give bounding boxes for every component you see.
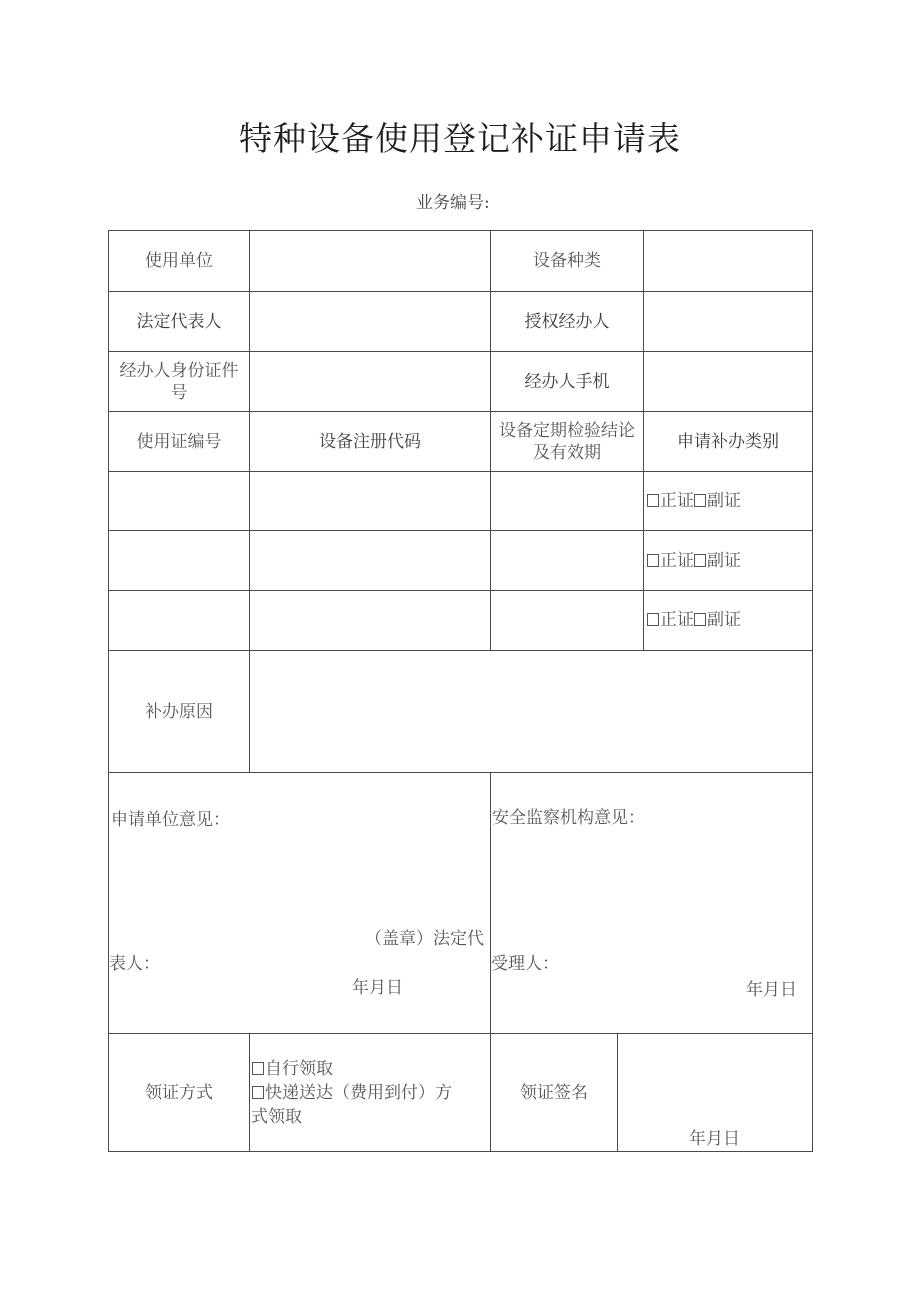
cert-number-cell[interactable] xyxy=(109,472,249,530)
header-inspection-line2: 及有效期 xyxy=(533,442,601,463)
inspection-cell[interactable] xyxy=(491,591,643,650)
agent-phone-field[interactable] xyxy=(644,352,812,411)
label-agent-id-line2: 号 xyxy=(170,382,188,403)
label-reissue-reason: 补办原因 xyxy=(145,701,213,722)
supervision-opinion-heading: 安全监察机构意见： xyxy=(492,808,645,828)
main-cert-label: 正证 xyxy=(660,551,694,571)
collect-express-checkbox[interactable] xyxy=(252,1086,264,1099)
form-title: 特种设备使用登记补证申请表 xyxy=(239,119,681,158)
header-cert-number: 使用证编号 xyxy=(136,431,222,452)
applicant-date-label: 年月日 xyxy=(352,978,403,998)
equipment-type-field[interactable] xyxy=(644,231,812,291)
legal-representative-field[interactable] xyxy=(250,292,490,351)
cert-number-cell[interactable] xyxy=(109,591,249,650)
label-legal-representative: 法定代表人 xyxy=(136,311,222,332)
label-authorized-agent: 授权经办人 xyxy=(524,311,610,332)
header-registration-code: 设备注册代码 xyxy=(319,431,421,452)
main-cert-checkbox[interactable] xyxy=(647,494,659,507)
reissue-reason-field[interactable] xyxy=(250,651,812,772)
applicant-opinion-heading: 申请单位意见： xyxy=(111,810,230,830)
reissue-options-row xyxy=(647,489,741,513)
reissue-options-row xyxy=(647,549,741,573)
label-user-unit: 使用单位 xyxy=(145,251,213,271)
collect-self-label: 自行领取 xyxy=(265,1059,333,1079)
collect-express-option xyxy=(252,1081,452,1105)
copy-cert-label: 副证 xyxy=(707,551,741,571)
applicant-signer-label: 表人： xyxy=(109,954,160,974)
applicant-seal-text: （盖章）法定代 xyxy=(365,929,484,949)
main-cert-label: 正证 xyxy=(660,491,694,511)
label-equipment-type: 设备种类 xyxy=(533,251,601,271)
copy-cert-checkbox[interactable] xyxy=(694,494,706,507)
signature-date-label: 年月日 xyxy=(689,1129,740,1149)
registration-code-cell[interactable] xyxy=(250,472,490,530)
header-inspection xyxy=(491,412,643,471)
main-cert-checkbox[interactable] xyxy=(647,613,659,626)
label-collect-signature: 领证签名 xyxy=(520,1082,588,1103)
inspection-cell[interactable] xyxy=(491,531,643,590)
collect-self-checkbox[interactable] xyxy=(252,1062,264,1075)
inspection-cell[interactable] xyxy=(491,472,643,530)
copy-cert-label: 副证 xyxy=(707,610,741,630)
copy-cert-label: 副证 xyxy=(707,491,741,511)
header-reissue-type: 申请补办类别 xyxy=(677,431,779,452)
authorized-agent-field[interactable] xyxy=(644,292,812,351)
registration-code-cell[interactable] xyxy=(250,531,490,590)
label-collect-method: 领证方式 xyxy=(145,1082,213,1103)
supervision-date-label: 年月日 xyxy=(746,980,797,1000)
user-unit-field[interactable] xyxy=(250,231,490,291)
collect-express-label-cont: 式领取 xyxy=(251,1107,302,1127)
main-cert-label: 正证 xyxy=(660,610,694,630)
collect-express-label: 快递送达（费用到付）方 xyxy=(265,1083,452,1103)
collect-self-option xyxy=(252,1057,333,1081)
header-inspection-line1: 设备定期检验结论 xyxy=(499,420,635,441)
main-cert-checkbox[interactable] xyxy=(647,554,659,567)
label-agent-id xyxy=(109,352,249,411)
reissue-options-row xyxy=(647,608,741,632)
copy-cert-checkbox[interactable] xyxy=(694,554,706,567)
agent-id-field[interactable] xyxy=(250,352,490,411)
business-number-label: 业务编号: xyxy=(416,193,490,213)
cert-number-cell[interactable] xyxy=(109,531,249,590)
registration-code-cell[interactable] xyxy=(250,591,490,650)
label-agent-phone: 经办人手机 xyxy=(524,371,610,392)
label-agent-id-line1: 经办人身份证件 xyxy=(119,360,239,381)
copy-cert-checkbox[interactable] xyxy=(694,613,706,626)
supervision-signer-label: 受理人： xyxy=(491,954,559,974)
